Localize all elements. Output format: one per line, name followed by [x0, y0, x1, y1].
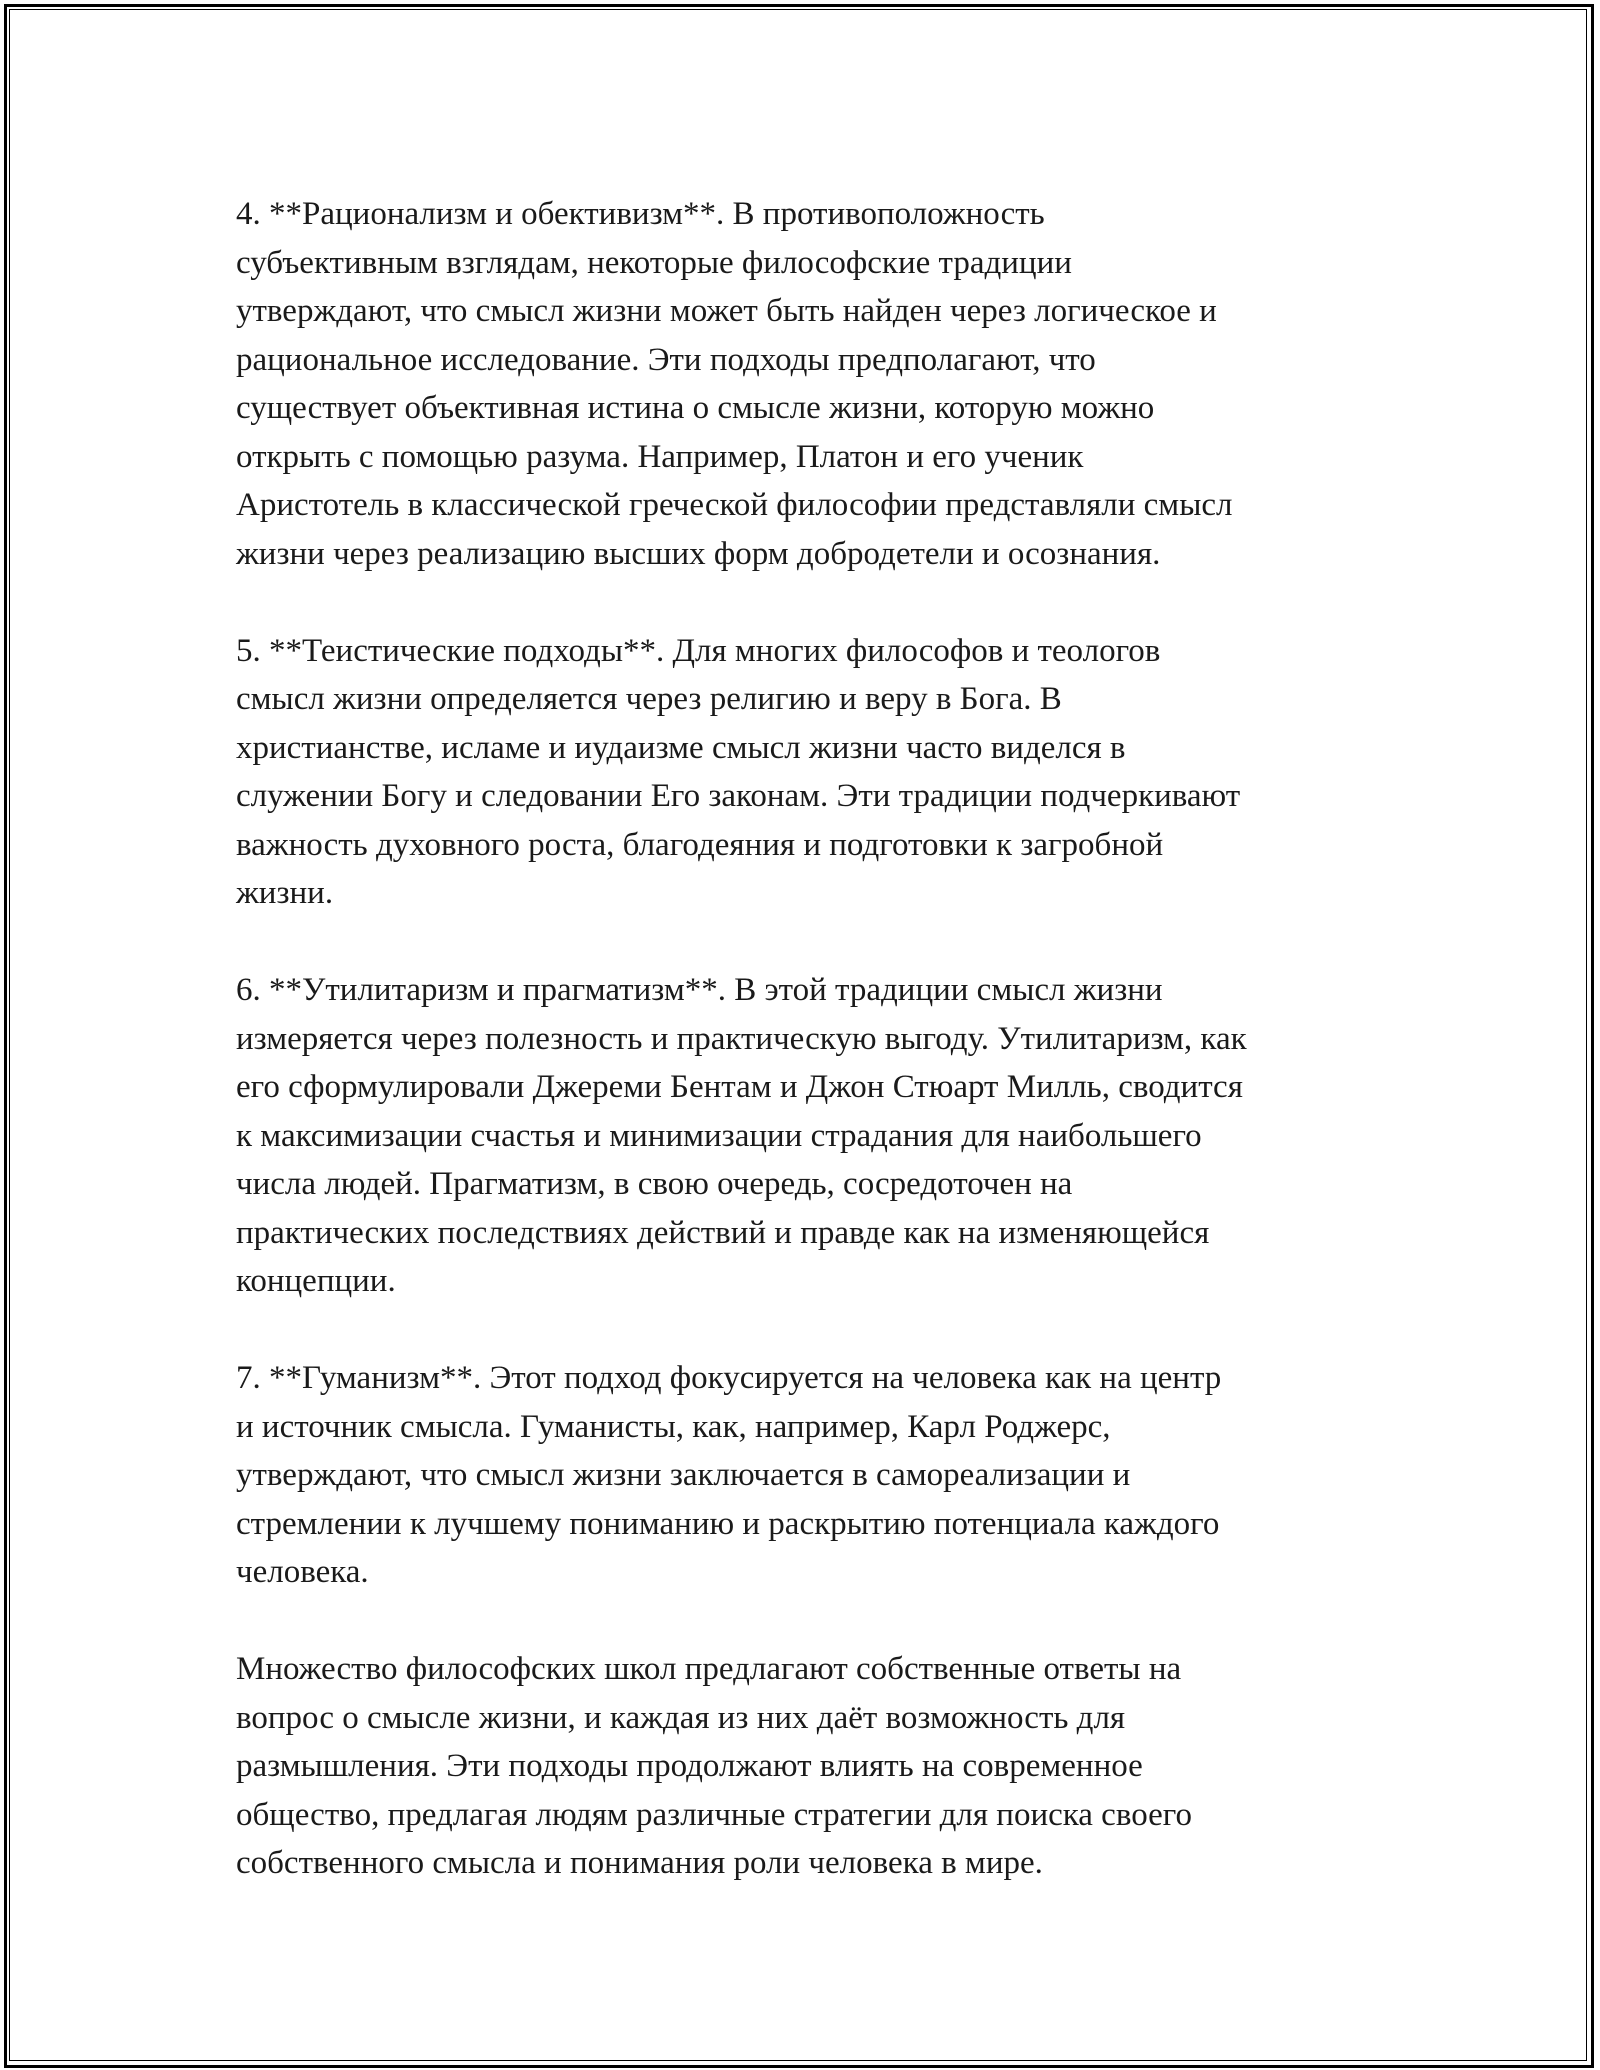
paragraph-humanism — [236, 1354, 1376, 1597]
text-line: практических последствиях действий и правде как на изменяющейся — [236, 1214, 1210, 1251]
text-line: Аристотель в классической греческой философии представляли смысл — [236, 487, 1233, 523]
text-line: важность духовного роста, благодеяния и подготовки к загробной — [236, 826, 1164, 863]
text-line: вопрос о смысле жизни, и каждая из них даёт возможность для — [236, 1699, 1126, 1736]
text-line: 5. **Теистические подходы**. Для многих философов и теологов — [236, 632, 1161, 669]
text-line: числа людей. Прагматизм, в свою очередь, сосредоточен на — [236, 1166, 1073, 1202]
text-line: субъективным взглядам, некоторые философские традиции — [236, 244, 1072, 281]
document-body — [236, 190, 1376, 1936]
text-line: собственного смысла и понимания роли человека в мире. — [236, 1845, 1043, 1881]
text-line: существует объективная истина о смысле жизни, которую можно — [236, 390, 1155, 426]
paragraph-theistic — [236, 627, 1376, 918]
text-line: к максимизации счастья и минимизации страдания для наибольшего — [236, 1117, 1202, 1154]
text-line: смысл жизни определяется через религию и веру в Бога. В — [236, 681, 1062, 717]
text-line: утверждают, что смысл жизни может быть найден через логическое и — [236, 293, 1217, 329]
text-line: концепции. — [236, 1263, 396, 1299]
text-line: жизни через реализацию высших форм добродетели и осознания. — [236, 535, 1161, 572]
text-line: его сформулировали Джереми Бентам и Джон Стюарт Милль, сводится — [236, 1069, 1243, 1105]
text-line: измеряется через полезность и практическую выгоду. Утилитаризм, как — [236, 1020, 1247, 1057]
text-line: 4. **Рационализм и обективизм**. В противоположность — [236, 196, 1045, 232]
text-line: утверждают, что смысл жизни заключается в самореализации и — [236, 1457, 1131, 1493]
text-line: общество, предлагая людям различные стратегии для поиска своего — [236, 1796, 1192, 1833]
text-line: размышления. Эти подходы продолжают влиять на современное — [236, 1748, 1143, 1784]
text-line: рациональное исследование. Эти подходы предполагают, что — [236, 341, 1096, 378]
text-line: человека. — [236, 1554, 369, 1590]
text-line: и источник смысла. Гуманисты, как, например, Карл Роджерс, — [236, 1408, 1111, 1445]
text-line: жизни. — [236, 875, 334, 911]
paragraph-rationalism — [236, 190, 1376, 578]
text-line: Множество философских школ предлагают собственные ответы на — [236, 1651, 1182, 1687]
text-line: служении Богу и следовании Его законам. Эти традиции подчеркивают — [236, 778, 1241, 814]
text-line: христианстве, исламе и иудаизме смысл жизни часто виделся в — [236, 729, 1126, 766]
text-line: 6. **Утилитаризм и прагматизм**. В этой традиции смысл жизни — [236, 972, 1163, 1008]
text-line: стремлении к лучшему пониманию и раскрытию потенциала каждого — [236, 1505, 1220, 1542]
text-line: открыть с помощью разума. Например, Платон и его ученик — [236, 438, 1084, 475]
paragraph-utilitarianism — [236, 966, 1376, 1306]
text-line: 7. **Гуманизм**. Этот подход фокусируется на человека как на центр — [236, 1360, 1222, 1396]
paragraph-conclusion — [236, 1645, 1376, 1888]
